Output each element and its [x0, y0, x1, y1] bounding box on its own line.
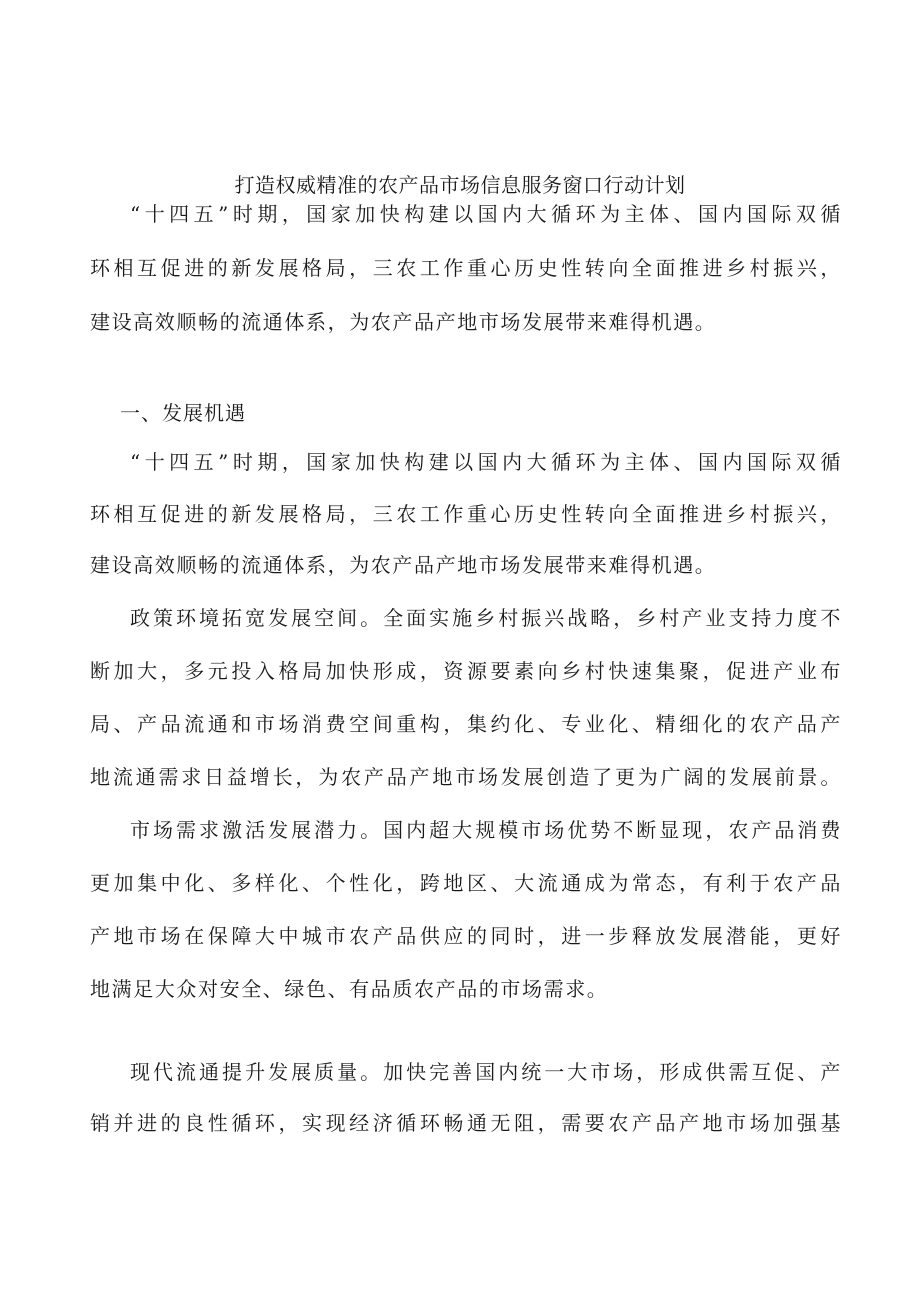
paragraph-line: 市场需求激活发展潜力。国内超大规模市场优势不断显现，农产品消费 [130, 818, 842, 842]
paragraph-line: 现代流通提升发展质量。加快完善国内统一大市场，形成供需互促、产 [130, 1060, 842, 1084]
section-heading: 一、发展机遇 [120, 401, 246, 425]
paragraph-line: 局、产品流通和市场消费空间重构，集约化、专业化、精细化的农产品产 [90, 712, 842, 736]
paragraph-line: 销并进的良性循环，实现经济循环畅通无阻，需要农产品产地市场加强基 [90, 1111, 842, 1135]
document-title: 打造权威精准的农产品市场信息服务窗口行动计划 [234, 173, 686, 197]
paragraph-line: “十四五”时期，国家加快构建以国内大循环为主体、国内国际双循 [130, 450, 842, 474]
paragraph-line: 更加集中化、多样化、个性化，跨地区、大流通成为常态，有利于农产品 [90, 871, 842, 895]
intro-line: “十四五”时期，国家加快构建以国内大循环为主体、国内国际双循 [130, 202, 842, 226]
paragraph-line: 地流通需求日益增长，为农产品产地市场发展创造了更为广阔的发展前景。 [90, 765, 842, 789]
paragraph-line: 环相互促进的新发展格局，三农工作重心历史性转向全面推进乡村振兴， [90, 502, 842, 526]
paragraph-line: 建设高效顺畅的流通体系，为农产品产地市场发展带来难得机遇。 [90, 553, 717, 577]
paragraph-line: 断加大，多元投入格局加快形成，资源要素向乡村快速集聚，促进产业布 [90, 659, 842, 683]
paragraph-line: 产地市场在保障大中城市农产品供应的同时，进一步释放发展潜能，更好 [90, 924, 842, 948]
intro-line: 环相互促进的新发展格局，三农工作重心历史性转向全面推进乡村振兴， [90, 256, 842, 280]
intro-line: 建设高效顺畅的流通体系，为农产品产地市场发展带来难得机遇。 [90, 310, 717, 334]
paragraph-line: 地满足大众对安全、绿色、有品质农产品的市场需求。 [90, 977, 609, 1001]
paragraph-line: 政策环境拓宽发展空间。全面实施乡村振兴战略，乡村产业支持力度不 [130, 606, 842, 630]
